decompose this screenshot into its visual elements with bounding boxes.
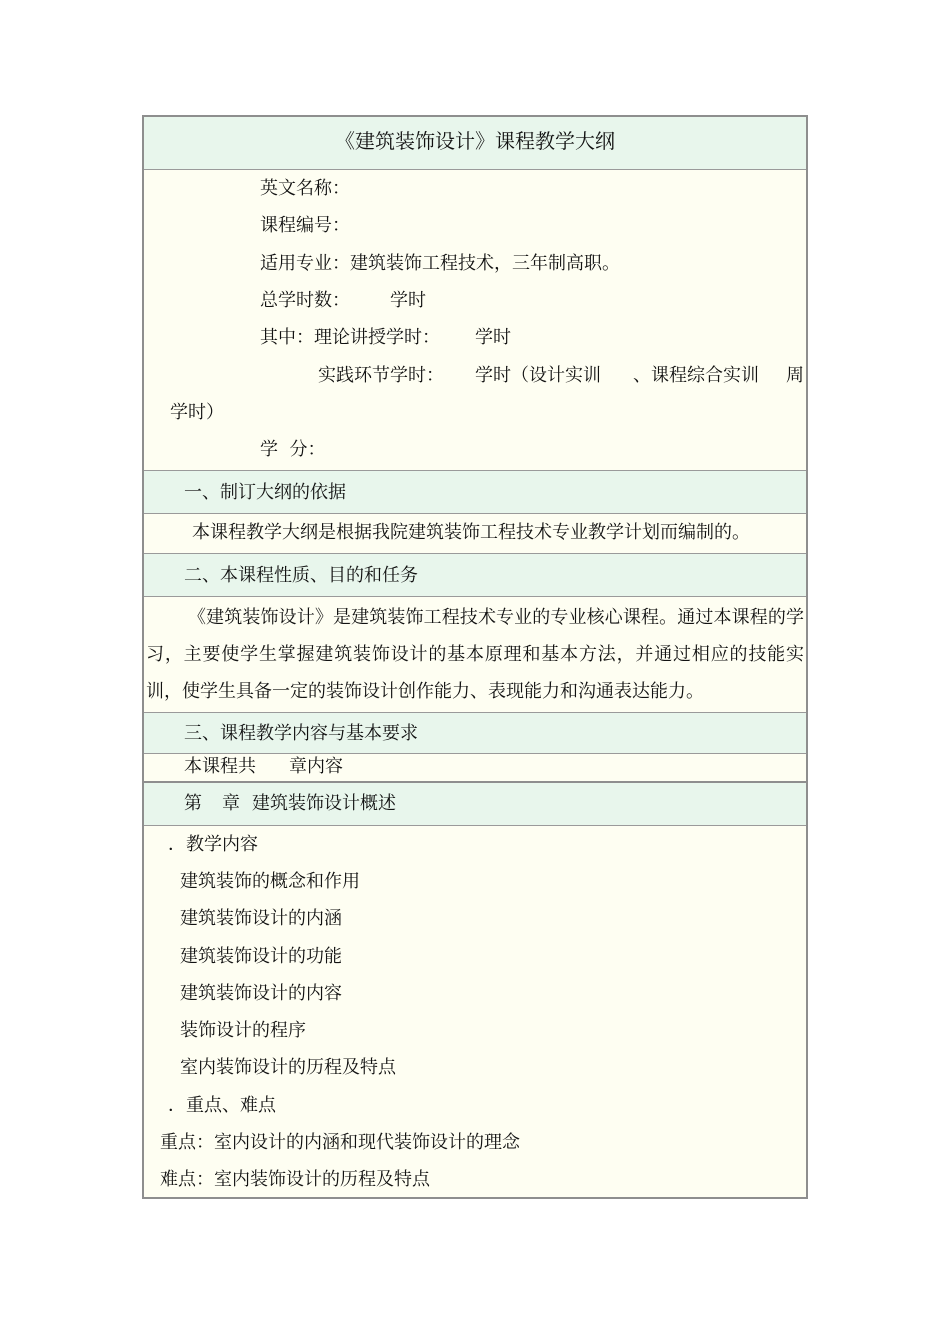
section-2-body (144, 597, 806, 713)
practice-hours-detail-b: 、课程综合实训 (633, 365, 759, 386)
section-1-body (144, 514, 806, 554)
section-3-heading: 三、课程教学内容与基本要求 (184, 723, 418, 744)
difficult-point: 难点：室内装饰设计的历程及特点 (160, 1169, 430, 1190)
total-hours-unit: 学时 (390, 290, 426, 311)
practice-hours-tail: 学时） (170, 402, 224, 423)
section-2-header (144, 554, 806, 597)
total-hours-label: 总学时数： (260, 290, 350, 311)
section-2-heading: 二、本课程性质、目的和任务 (184, 565, 418, 586)
chapter-body (144, 826, 806, 1197)
course-code-label: 课程编号： (260, 215, 350, 236)
chapter-heading-b: 章 (222, 793, 240, 814)
content-item: 建筑装饰设计的功能 (180, 946, 342, 967)
title-row (144, 117, 806, 170)
english-name-label: 英文名称： (260, 178, 350, 199)
syllabus-document (142, 115, 808, 1199)
content-item: 建筑装饰设计的内涵 (180, 908, 342, 929)
section-3-body (144, 754, 806, 783)
content-item: 室内装饰设计的历程及特点 (180, 1057, 396, 1078)
applicable-major: 适用专业：建筑装饰工程技术，三年制高职。 (260, 253, 620, 274)
chapter-count-a: 本课程共 (184, 756, 256, 777)
credits-label: 学 分： (260, 439, 326, 460)
theory-hours-unit: 学时 (475, 327, 511, 348)
section-1-text: 本课程教学大纲是根据我院建筑装饰工程技术专业教学计划而编制的。 (192, 522, 750, 543)
content-item: 建筑装饰设计的内容 (180, 983, 342, 1004)
practice-hours-detail-a: 学时（设计实训 (475, 365, 601, 386)
content-item: 装饰设计的程序 (180, 1020, 306, 1041)
practice-hours-label: 实践环节学时： (318, 365, 444, 386)
course-info (144, 170, 806, 471)
content-item: 建筑装饰的概念和作用 (180, 871, 360, 892)
section-3-header (144, 713, 806, 754)
section-1-header (144, 471, 806, 514)
theory-hours-label: 其中：理论讲授学时： (260, 327, 440, 348)
section-1-heading: 一、制订大纲的依据 (184, 482, 346, 503)
chapter-heading-c: 建筑装饰设计概述 (252, 793, 396, 814)
chapter-count-b: 章内容 (289, 756, 343, 777)
practice-hours-detail-c: 周 (786, 365, 804, 386)
key-point: 重点：室内设计的内涵和现代装饰设计的理念 (160, 1132, 520, 1153)
key-points-label: ．重点、难点 (168, 1095, 276, 1116)
teaching-content-label: ．教学内容 (168, 834, 258, 855)
chapter-header (144, 783, 806, 826)
section-2-text: 《建筑装饰设计》是建筑装饰工程技术专业的专业核心课程。通过本课程的学习，主要使学生掌握建筑装饰设计的基本原理和基本方法，并通过相应的技能实训，使学生具备一定的装饰设计创作能力、表现能力和沟通表达能力。 (146, 607, 804, 702)
page-title: 《建筑装饰设计》课程教学大纲 (335, 129, 615, 153)
chapter-heading-a: 第 (184, 793, 202, 814)
